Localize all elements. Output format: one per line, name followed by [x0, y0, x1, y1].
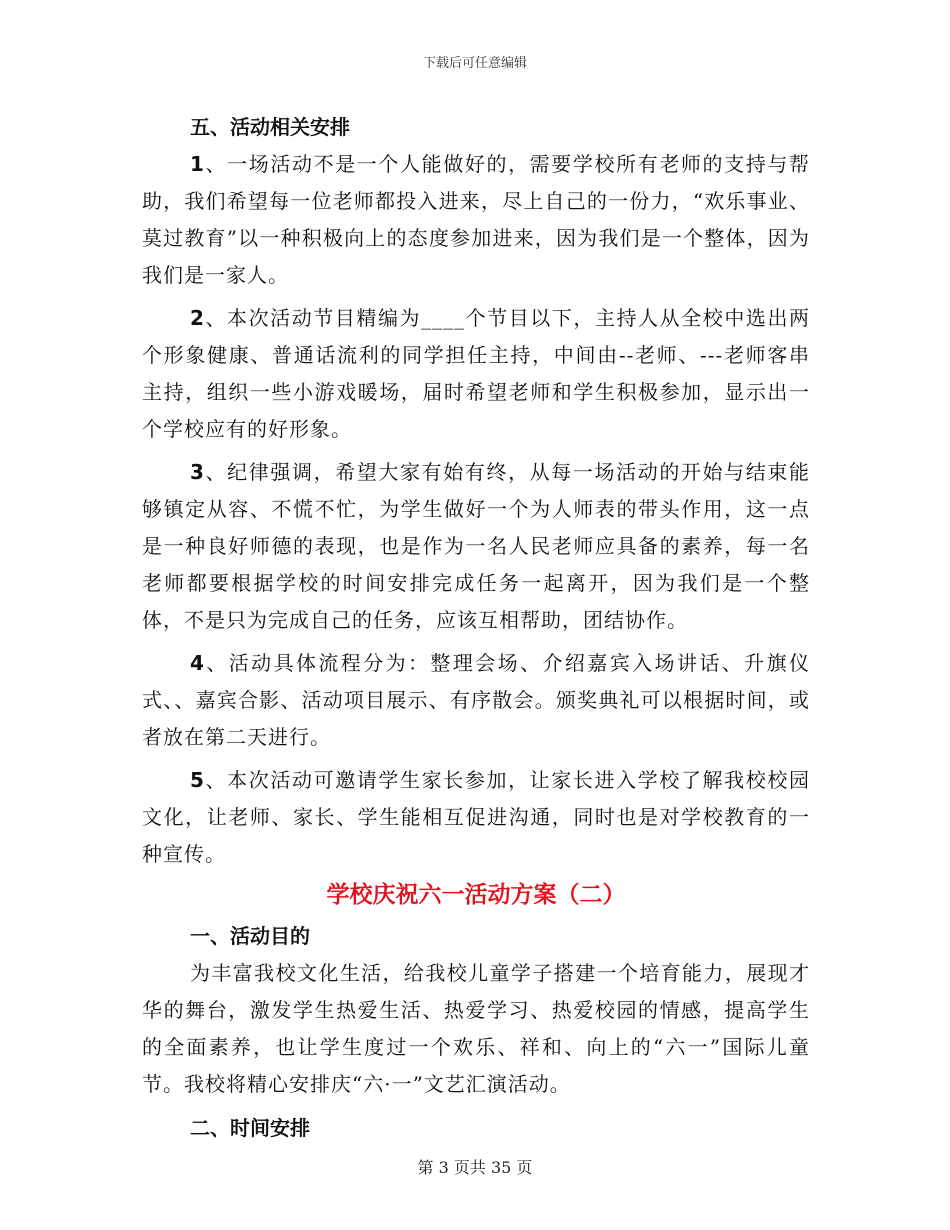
item-number: 4	[190, 651, 205, 675]
section-heading-5: 五、活动相关安排	[190, 115, 350, 139]
item-number: 3	[190, 460, 205, 484]
item-text: 、纪律强调，希望大家有始有终，从每一场活动的开始与结束能够镇定从容、不慌不忙，为学生做好一个为人师表的带头作用，这一点是一种良好师德的表现，也是作为一名人民老师应具备的素养，每一名老师都要根据学校的时间安排完成任务一起离开，因为我们是一个整体，不是只为完成自己的任务，应该互相帮助，团结协作。	[142, 460, 810, 632]
page-header: 下载后可任意编辑	[422, 56, 527, 71]
item-text: 、活动具体流程分为：整理会场、介绍嘉宾入场讲话、升旗仪式、、嘉宾合影、活动项目展示、有序散会。颁奖典礼可以根据时间，或者放在第二天进行。	[142, 651, 810, 749]
list-item	[142, 454, 810, 639]
list-item	[142, 762, 810, 873]
list-item	[142, 300, 810, 448]
section-heading-2: 二、时间安排	[190, 1116, 310, 1140]
item-text: 、一场活动不是一个人能做好的，需要学校所有老师的支持与帮助，我们希望每一位老师都投入进来，尽上自己的一份力，“欢乐事业、莫过教育”以一种积极向上的态度参加进来，因为我们是一个整体，因为我们是一家人。	[142, 152, 810, 287]
section-heading-1: 一、活动目的	[190, 924, 310, 948]
page-footer: 第 3 页共 35 页	[417, 1158, 533, 1177]
plan-title: 学校庆祝六一活动方案（二）	[326, 882, 626, 908]
paragraph: 为丰富我校文化生活，给我校儿童学子搭建一个培育能力，展现才华的舞台，激发学生热爱生活、热爱学习、热爱校园的情感，提高学生的全面素养，也让学生度过一个欢乐、祥和、向上的“六一”国际儿童节。我校将精心安排庆“六·一”文艺汇演活动。	[142, 961, 810, 1096]
item-text: 、本次活动节目精编为____个节目以下，主持人从全校中选出两个形象健康、普通话流利的同学担任主持，中间由--老师、---老师客串主持，组织一些小游戏暖场，届时希望老师和学生积极参加，显示出一个学校应有的好形象。	[142, 306, 810, 441]
item-text: 、本次活动可邀请学生家长参加，让家长进入学校了解我校校园文化，让老师、家长、学生能相互促进沟通，同时也是对学校教育的一种宣传。	[142, 768, 810, 866]
document-body	[142, 108, 810, 1147]
list-item	[142, 645, 810, 756]
item-number: 5	[190, 768, 205, 792]
list-item	[142, 146, 810, 294]
item-number: 2	[190, 306, 205, 330]
item-number: 1	[190, 152, 205, 176]
